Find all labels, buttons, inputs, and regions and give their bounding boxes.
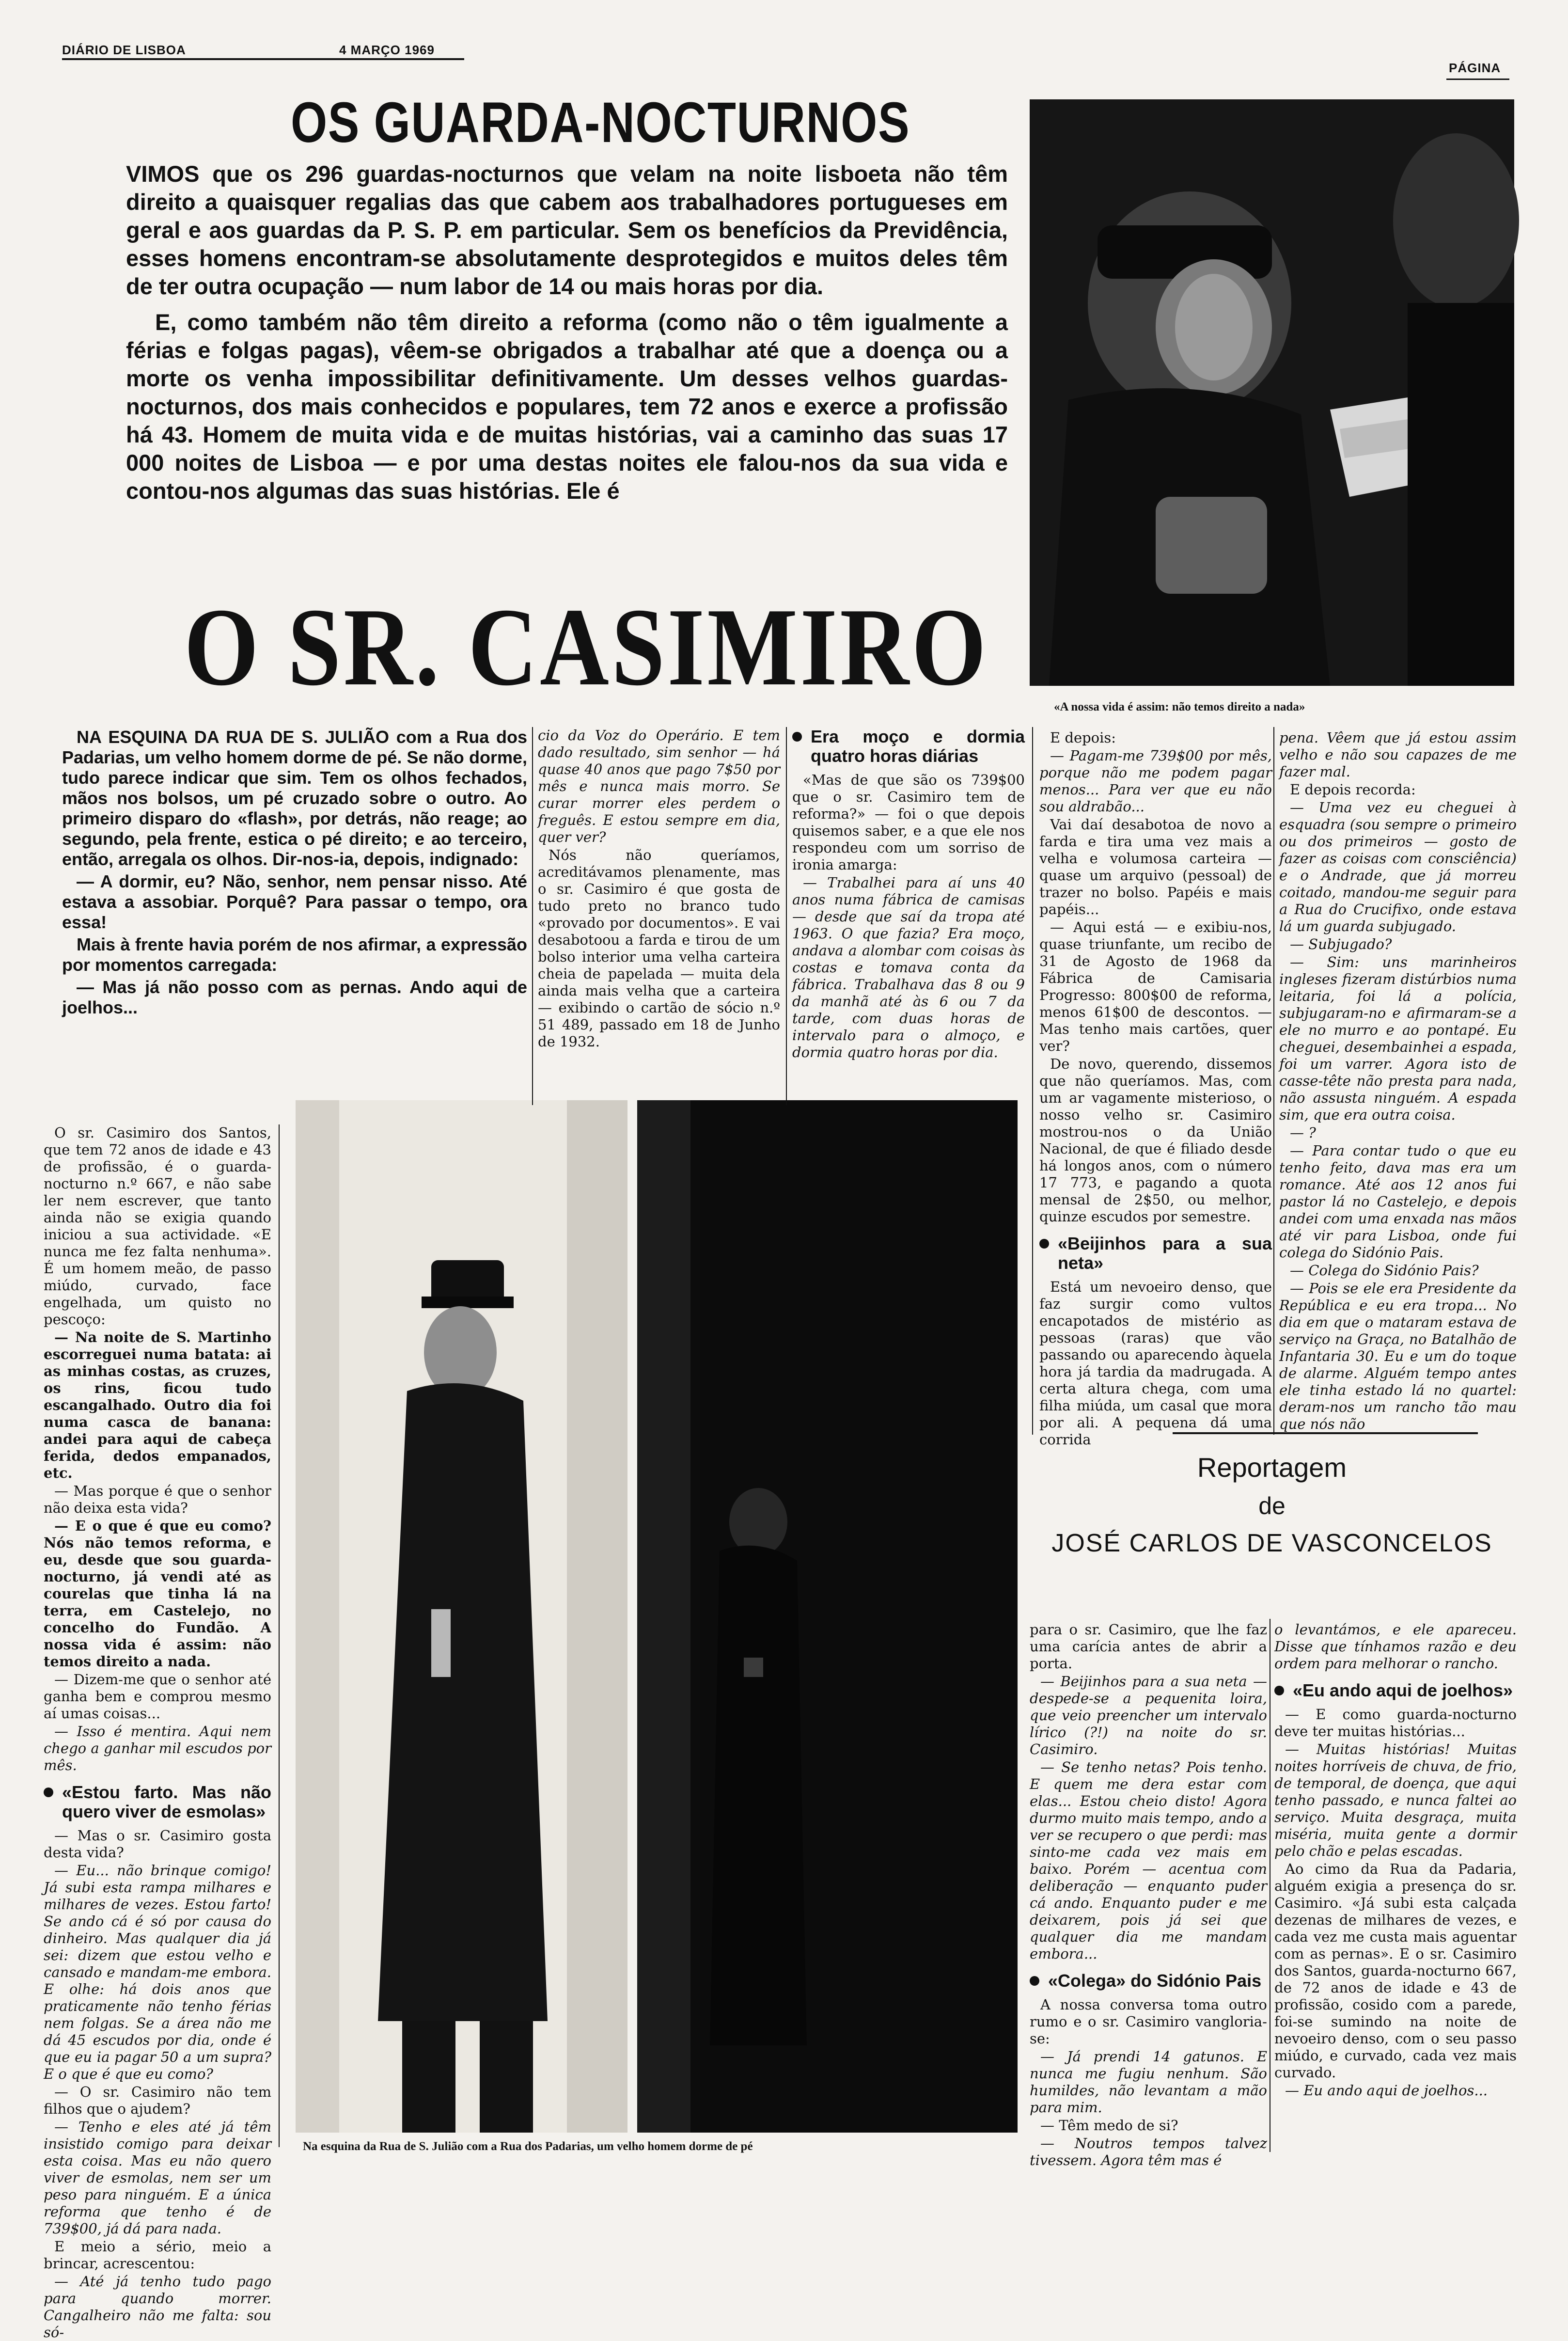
byline-rule (1173, 1432, 1478, 1434)
col1-paragraph-9: — O sr. Casimiro não tem filhos que o ajudem? (44, 2084, 271, 2117)
col4b-paragraph-7: — Noutros tempos talvez tivessem. Agora têm mas é (1030, 2135, 1267, 2168)
col3-subheading-text: Era moço e dormia quatro horas diárias (811, 727, 1025, 766)
col5b-paragraph-4: Ao cimo da Rua da Padaria, alguém exigia a presença do sr. Casimiro. «Já subi esta calçada dezenas de milhares de vezes, e cada vez me custa mais aguentar com as pernas». E o sr. Casimiro dos Santos, guarda-nocturno 667, de 72 anos de idade e 43 de profissão, cosido com a parede, foi-se sumindo na noite de nevoeiro denso, com o seu passo miúdo, e curvado, cada vez mais curvado. (1274, 1861, 1517, 2081)
byline (1027, 1452, 1517, 1558)
column-4-bottom (1030, 1621, 1267, 2168)
col1-paragraph-4: — E o que é que eu como? Nós não temos reforma, e eu, desde que sou guarda-nocturno, já vendi até as courelas que tinha lá na terra, em Castelejo, no concelho do Fundão. A nossa vida é assim: não temos direito a nada. (44, 1518, 271, 1670)
byline-kicker: Reportagem (1197, 1452, 1347, 1483)
col1-paragraph-1: O sr. Casimiro dos Santos, que tem 72 anos de idade e 43 de profissão, é o guarda-nocturno n.º 667, e não sabe ler nem escrever, que tanto ainda não se exigia quando iniciou a sua actividade. «E nunca me fez falta nenhuma». É um homem meão, de passo miúdo, curvado, face engelhada, um quisto no pescoço: (44, 1124, 271, 1328)
col1-subheading (44, 1783, 271, 1821)
column-5-top (1279, 729, 1517, 1447)
intro-paragraph-1: NA ESQUINA DA RUA DE S. JULIÃO com a Rua dos Padarias, um velho homem dorme de pé. Se não dorme, tudo parece indicar que sim. Tem os olhos fechados, mãos nos bolsos, um pé cruzado sobre o outro. Ao primeiro disparo do «flash», por detrás, não reage; ao segundo, pela frente, estica o pé direito; e ao terceiro, então, arregala os olhos. Dir-nos-ia, depois, indignado: (62, 727, 527, 869)
bullet-icon (792, 732, 802, 742)
photo-top (1030, 99, 1514, 686)
col4b-subheading (1030, 1971, 1267, 1991)
byline-de: de (1258, 1492, 1286, 1519)
col4-paragraph-4: — Aqui está — e exibiu-nos, quase triunfante, um recibo de 31 de Agosto de 1968 da Fábrica de Camisaria Progresso: 800$00 de reforma, menos 61$00 de descontos. — Mas tenho mais cartões, quer ver? (1039, 919, 1272, 1054)
col5-paragraph-9: — Pois se ele era Presidente da República e eu era tropa... No dia em que o mataram estava de serviço na Graça, no Batalhão de Infantaria 30. Eu e um do toque de alarme. Alguém tempo antes ele tinha estado lá no quartel: deram-nos um rancho tão mau que nós não (1279, 1280, 1517, 1432)
col4b-paragraph-5: — Já prendi 14 gatunos. E nunca me fugiu nenhum. São humildes, não levantam a mão para mim. (1030, 2048, 1267, 2116)
col1-paragraph-11: E meio a sério, meio a brincar, acrescentou: (44, 2238, 271, 2272)
headline-main: O SR. CASIMIRO (184, 585, 989, 709)
page-label: PÁGINA (1449, 61, 1501, 75)
col5b-paragraph-3: — Muitas histórias! Muitas noites horríveis de chuva, de frio, de temporal, de doença, que aqui tenho passado, e nunca faltei ao serviço. Muita desgraça, muita miséria, muita gente a dormir pelo chão e pelas escadas. (1274, 1741, 1517, 1859)
headline-top: OS GUARDA-NOCTURNOS (291, 91, 910, 155)
col1-paragraph-7: — Mas o sr. Casimiro gosta desta vida? (44, 1827, 271, 1861)
col1-paragraph-6: — Isso é mentira. Aqui nem chego a ganhar mil escudos por mês. (44, 1723, 271, 1773)
paper-name: DIÁRIO DE LISBOA (62, 43, 186, 57)
col5-paragraph-2: E depois recorda: (1290, 781, 1416, 798)
intro-paragraph-4: — Mas já não posso com as pernas. Ando aqui de joelhos... (62, 977, 527, 1017)
col5-paragraph-3: — Uma vez eu cheguei à esquadra (sou sempre o primeiro ou dos primeiros — gosto de fazer as coisas com consciência) e o Andrade, que já morreu coitado, mandou-me seguir para a Rua do Crucifixo, onde estava lá um guarda subjugado. (1279, 799, 1517, 934)
col4-paragraph-5: De novo, querendo, dissemos que não queríamos. Mas, com um ar vagamente misterioso, o nosso velho sr. Casimiro mostrou-nos o da União Nacional, de que é filiado desde há longos anos, com o número 17 773, e pagando a quota mensal de 2$50, ou melhor, quinze escudos por semestre. (1039, 1056, 1272, 1225)
col5-paragraph-5: — Sim: uns marinheiros ingleses fizeram distúrbios numa leitaria, foi lá a polícia, subjugaram-no e afirmaram-se a ele no murro e ao pontapé. Eu cheguei, desembainhei a espada, foi um varrer. Agora isto de casse-tête não presta para nada, não assusta ninguém. A espada sim, que era outra coisa. (1279, 954, 1517, 1123)
col3-subheading (792, 727, 1025, 766)
column-rule-4 (1273, 727, 1274, 1435)
lead-paragraph-2: E, como também não têm direito a reforma (como não o têm igualmente a férias e folgas pagas), vêem-se obrigados a trabalhar até que a doença ou a morte os venha impossibilitar definitivamente. Um desses velhos guardas-nocturnos, dos mais conhecidos e populares, tem 72 anos e exerce a profissão há 43. Homem de muita vida e de muitas histórias, vai a caminho das suas 17 000 noites de Lisboa — e por uma destas noites ele falou-nos da sua vida e contou-nos algumas das suas histórias. Ele é (126, 309, 1008, 504)
col4-paragraph-6: Está um nevoeiro denso, que faz surgir como vultos encapotados de mistério as pessoas (raras) que vão passando ou aparecendo àquela hora já tardia da madrugada. A certa altura chega, com uma filha miúda, um casal que mora por ali. A pequena dá uma corrida (1039, 1279, 1272, 1448)
col5-paragraph-8: — Colega do Sidónio Pais? (1290, 1262, 1479, 1279)
col5-paragraph-7: — Para contar tudo o que eu tenho feito, dava mas era um romance. Até aos 12 anos fui pastor lá no Castelejo, e depois andei com uma enxada nas mãos até vir para Lisboa, onde fui colega do Sidónio Pais. (1279, 1142, 1517, 1261)
col4b-paragraph-1: para o sr. Casimiro, que lhe faz uma carícia antes de abrir a porta. (1030, 1621, 1267, 1672)
bullet-icon (44, 1787, 53, 1797)
col5-paragraph-4: — Subjugado? (1290, 936, 1392, 952)
col1-paragraph-8: — Eu... não brinque comigo! Já subi esta rampa milhares e milhares de vezes. Estou farto! Se ando cá é só por causa do dinheiro. Mas qualquer dia já sei: dizem que estou velho e cansado e mandam-me embora. E olhe: há dois anos que praticamente não tenho férias nem folgas. Se a área não me dá 45 escudos por dia, onde é que eu ia pagar 50 a um supra? E o que é que eu como? (44, 1862, 271, 2082)
col4-paragraph-3: Vai daí desabotoa de novo a farda e tira uma vez mais a velha e volumosa carteira — quase um arquivo (pessoal) de trazer no bolso. Papéis e mais papéis... (1039, 816, 1272, 917)
photo-main-right (637, 1100, 1018, 2133)
col3-paragraph-2: — Trabalhei para aí uns 40 anos numa fábrica de camisas — desde que saí da tropa até 1963. O que fazia? Era moço, andava a alombar com coisas às costas e tomava conta da fábrica. Trabalhava das 8 ou 9 da manhã até às 6 ou 7 da tarde, com duas horas de intervalo para o almoço, e dormia quatro horas por dia. (792, 874, 1025, 1060)
column-3-top (792, 727, 1025, 1115)
col1-subheading-text: «Estou farto. Mas não quero viver de esmolas» (62, 1782, 271, 1821)
col4b-paragraph-2: — Beijinhos para a sua neta — despede-se a pequenita loira, que veio preencher um intervalo lírico (?!) na noite do sr. Casimiro. (1030, 1673, 1267, 1757)
col4-subheading-text: «Beijinhos para a sua neta» (1058, 1234, 1272, 1273)
photo-main-caption: Na esquina da Rua de S. Julião com a Rua dos Padarias, um velho homem dorme de pé (303, 2140, 753, 2153)
col5b-paragraph-5: — Eu ando aqui de joelhos... (1285, 2082, 1488, 2099)
col4b-paragraph-6: — Têm medo de si? (1040, 2117, 1178, 2134)
bullet-icon (1274, 1686, 1284, 1695)
photo-main-left (296, 1100, 627, 2133)
col1-paragraph-5: — Dizem-me que o senhor até ganha bem e comprou mesmo aí umas coisas... (44, 1671, 271, 1722)
issue-date: 4 MARÇO 1969 (339, 43, 435, 57)
column-rule-2 (786, 727, 787, 1105)
lead-paragraph-1: VIMOS que os 296 guardas-nocturnos que velam na noite lisboeta não têm direito a quaisquer regalias das que cabem aos trabalhadores portugueses em geral e aos guardas da P. S. P. em particular. Sem os benefícios da Previdência, esses homens encontram-se absolutamente desprotegidos e muitos deles têm de ter outra ocupação — num labor de 14 ou mais horas por dia. (126, 161, 1008, 299)
col2-paragraph-2: Nós não queríamos, acreditávamos plenamente, mas o sr. Casimiro é que gosta de tudo preto no branco tudo «provado por documentos». E vai desabotoou a farda e tirou de um bolso interior uma velha carteira cheia de papelada — muita dela ainda mais velha que a carteira — exibindo o cartão de sócio n.º 51 489, passado em 18 de Junho de 1932. (538, 847, 780, 1050)
byline-name: JOSÉ CARLOS DE VASCONCELOS (1051, 1529, 1492, 1557)
col3-paragraph-1: «Mas de que são os 739$00 que o sr. Casimiro tem de reforma?» — foi o que depois quisemos saber, e a que ele nos respondeu com um sorriso de ironia amarga: (792, 772, 1025, 873)
masthead-rule (62, 58, 464, 60)
photo-main-left-image (296, 1100, 627, 2133)
photo-top-caption: «A nossa vida é assim: não temos direito a nada» (1054, 700, 1305, 713)
col5b-paragraph-2: — E como guarda-nocturno deve ter muitas histórias... (1274, 1706, 1517, 1740)
col4-subheading (1039, 1234, 1272, 1273)
column-2-top (538, 727, 780, 1115)
col4b-subheading-text: «Colega» do Sidónio Pais (1048, 1971, 1262, 1991)
col4b-paragraph-4: A nossa conversa toma outro rumo e o sr. Casimiro vangloria-se: (1030, 1996, 1267, 2047)
col2-paragraph-1: cio da Voz do Operário. E tem dado resultado, sim senhor — há quase 40 anos que pago 7$50 por mês e nunca mais morro. Se curar morrer eles perdem o freguês. E estou sempre em dia, quer ver? (538, 727, 780, 845)
page-label-rule (1446, 79, 1509, 80)
lead-text (126, 160, 1008, 513)
col4-paragraph-2: — Pagam-me 739$00 por mês, porque não me podem pagar menos... Para ver que eu não sou aldrabão... (1039, 747, 1272, 815)
col5-paragraph-6: — ? (1290, 1124, 1316, 1141)
col5b-subheading (1274, 1681, 1517, 1700)
col1-paragraph-10: — Tenho e eles até já têm insistido comigo para deixar esta coisa. Mas eu não quero viver de esmolas, nem ser um peso para ninguém. E a única reforma que tenho é de 739$00, já dá para nada. (44, 2119, 271, 2237)
column-5-bottom (1274, 1621, 1517, 2154)
intro-paragraph-2: — A dormir, eu? Não, senhor, nem pensar nisso. Até estava a assobiar. Porquê? Para passar o tempo, ora essa! (62, 871, 527, 932)
bullet-icon (1039, 1239, 1049, 1249)
col5b-paragraph-1: o levantámos, e ele apareceu. Disse que tínhamos razão e deu ordem para melhorar o rancho. (1274, 1621, 1517, 1672)
column-1-body (44, 1124, 271, 2341)
intro-text (62, 727, 527, 1020)
col5b-subheading-text: «Eu ando aqui de joelhos» (1293, 1680, 1513, 1700)
col5-paragraph-1: pena. Vêem que já estou assim velho e não sou capazes de me fazer mal. (1279, 729, 1517, 780)
col4b-paragraph-3: — Se tenho netas? Pois tenho. E quem me dera estar com elas... Estou cheio disto! Agora durmo muito mais tempo, ando a ver se recupero o que perdi: mas sinto-me cada vez mais em baixo. Porém — acentua com deliberação — enquanto puder cá ando. Enquanto puder e me deixarem, pois já sei que qualquer dia me mandam embora... (1030, 1759, 1267, 1962)
column-rule-5 (279, 1124, 280, 2147)
col4-paragraph-1: E depois: (1050, 729, 1116, 746)
photo-main-right-image (637, 1100, 1018, 2133)
intro-paragraph-3: Mais à frente havia porém de nos afirmar, a expressão por momentos carregada: (62, 934, 527, 975)
col1-paragraph-12: — Até já tenho tudo pago para quando morrer. Cangalheiro não me falta: sou só- (44, 2273, 271, 2341)
col1-paragraph-3: — Mas porque é que o senhor não deixa esta vida? (44, 1483, 271, 1516)
photo-top-image (1030, 99, 1514, 686)
column-rule-1 (532, 727, 533, 1105)
bullet-icon (1030, 1976, 1039, 1986)
column-rule-3 (1032, 727, 1033, 1435)
column-4-top (1039, 729, 1272, 1447)
col1-paragraph-2: — Na noite de S. Martinho escorreguei numa batata: ai as minhas costas, as cruzes, os rins, ficou tudo escangalhado. Outro dia foi numa casca de banana: andei para aqui de cabeça ferida, dedos empanados, etc. (44, 1329, 271, 1481)
